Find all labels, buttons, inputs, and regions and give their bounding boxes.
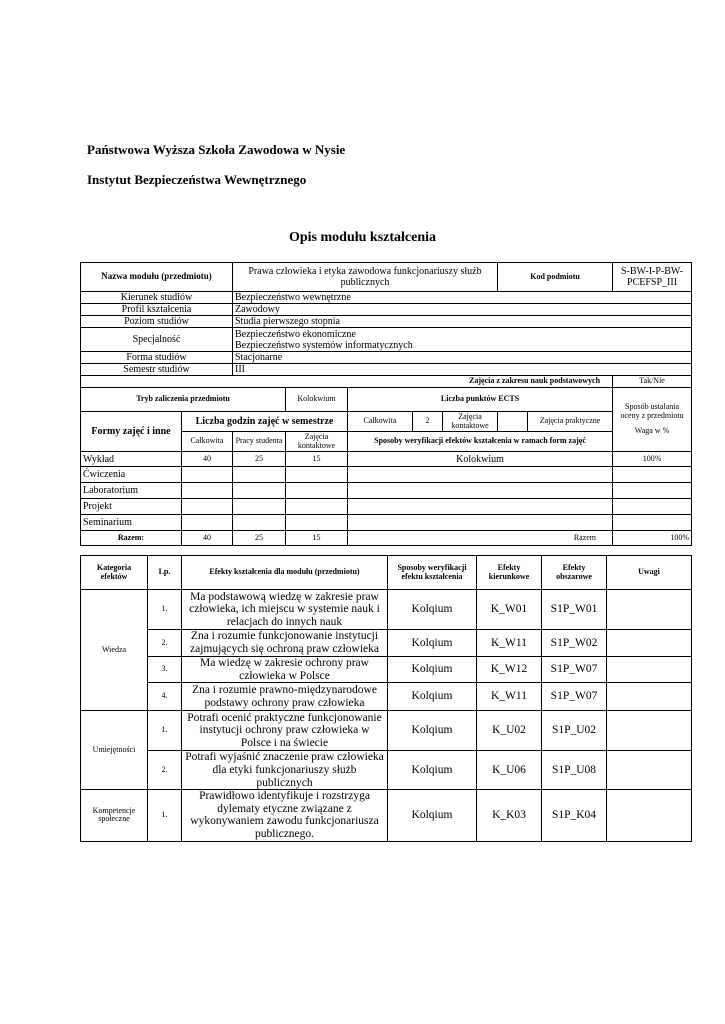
effect-text: Prawidłowo identyfikuje i rozstrzyga dylematy etyczne związane z wykonywaniem zawodu funkcjonariusza publicznego. (182, 790, 388, 842)
lp-cell: 2. (148, 751, 182, 790)
form-verification (348, 499, 613, 515)
info-label: Profil kształcenia (81, 304, 233, 316)
lp-cell: 1. (148, 590, 182, 630)
form-weight (613, 467, 692, 483)
form-weight (613, 483, 692, 499)
form-hours-contact (286, 499, 348, 515)
module-code-label: Kod podmiotu (498, 263, 613, 292)
notes-cell (607, 657, 692, 683)
form-weight: 100% (613, 452, 692, 467)
module-name-value: Prawa człowieka i etyka zawodowa funkcjonariuszy służb publicznych (233, 263, 498, 292)
sum-hours-total: 40 (182, 531, 233, 546)
form-weight (613, 499, 692, 515)
ects-contact-value (498, 412, 528, 432)
effect-text: Potrafi wyjaśnić znaczenie praw człowieka dla etyki funkcjonariuszy służb publicznych (182, 751, 388, 790)
verification-cell: Kolqium (388, 630, 477, 657)
effect-text: Zna i rozumie funkcjonowanie instytucji zajmujących się ochroną praw człowieka (182, 630, 388, 657)
notes-cell (607, 790, 692, 842)
direction-effect-cell: K_W11 (477, 683, 542, 711)
learning-outcomes-table (80, 555, 692, 842)
verification-cell: Kolqium (388, 711, 477, 751)
form-verification (348, 467, 613, 483)
info-label: Semestr studiów (81, 364, 233, 376)
hours-label: Liczba godzin zajęć w semestrze (182, 412, 348, 432)
lp-cell: 1. (148, 711, 182, 751)
notes-cell (607, 751, 692, 790)
area-effect-cell: S1P_W01 (542, 590, 607, 630)
direction-effect-cell: K_W11 (477, 630, 542, 657)
notes-cell (607, 590, 692, 630)
hours-contact-header: Zajęcia kontaktowe (286, 432, 348, 452)
form-hours-contact (286, 483, 348, 499)
info-label: Specjalność (81, 328, 233, 352)
forms-label: Formy zajęć i inne (81, 412, 182, 452)
form-hours-student (233, 515, 286, 531)
specialty-line: Bezpieczeństwo systemów informatycznych (235, 339, 413, 351)
ects-total-value: 2 (413, 412, 443, 432)
form-hours-contact: 15 (286, 452, 348, 467)
form-hours-student (233, 483, 286, 499)
area-effect-cell: S1P_W02 (542, 630, 607, 657)
notes-cell (607, 630, 692, 657)
category-cell: Kompetencje społeczne (81, 790, 148, 842)
form-hours-total (182, 499, 233, 515)
direction-effect-cell: K_U06 (477, 751, 542, 790)
sum-weight: 100% (613, 531, 692, 546)
form-verification: Kolokwium (348, 452, 613, 467)
pass-mode-value: Kolokwium (286, 388, 348, 412)
module-info-table (80, 262, 692, 546)
form-name: Projekt (81, 499, 182, 515)
sum-label: Razem: (81, 531, 182, 546)
area-effect-cell: S1P_U02 (542, 711, 607, 751)
verification-cell: Kolqium (388, 683, 477, 711)
effects-header: Efekty kształcenia dla modułu (przedmiotu) (182, 556, 388, 590)
verification-cell: Kolqium (388, 790, 477, 842)
form-hours-student: 25 (233, 452, 286, 467)
effect-text: Potrafi ocenić praktyczne funkcjonowanie instytucji ochrony praw człowieka w Polsce i na świecie (182, 711, 388, 751)
category-header: Kategoria efektów (81, 556, 148, 590)
info-value: Bezpieczeństwo wewnętrzne (233, 292, 692, 304)
sum-hours-contact: 15 (286, 531, 348, 546)
form-hours-total (182, 467, 233, 483)
area-effect-cell: S1P_W07 (542, 683, 607, 711)
specialty-line: Bezpieczeństwo ekonomiczne (235, 328, 356, 340)
info-value (233, 328, 692, 352)
basic-sciences-label: Zajęcia z zakresu nauk podstawowych (81, 376, 613, 388)
category-cell: Wiedza (81, 590, 148, 711)
ects-total-label: Całkowita (348, 412, 413, 432)
verification-methods-label: Sposoby weryfikacji efektów kształcenia w ramach form zajęć (348, 432, 613, 452)
institute-name: Instytut Bezpieczeństwa Wewnętrznego (87, 172, 307, 187)
direction-effects-header: Efekty kierunkowe (477, 556, 542, 590)
form-name: Laboratorium (81, 483, 182, 499)
lp-cell: 2. (148, 630, 182, 657)
form-hours-total (182, 515, 233, 531)
info-value: Stacjonarne (233, 352, 692, 364)
form-hours-total: 40 (182, 452, 233, 467)
effect-text: Ma wiedzę w zakresie ochrony praw człowieka w Polsce (182, 657, 388, 683)
info-value: III (233, 364, 692, 376)
form-hours-contact (286, 467, 348, 483)
form-weight (613, 515, 692, 531)
lp-header: Lp. (148, 556, 182, 590)
direction-effect-cell: K_W01 (477, 590, 542, 630)
info-label: Kierunek studiów (81, 292, 233, 304)
hours-student-header: Pracy studenta (233, 432, 286, 452)
lp-cell: 4. (148, 683, 182, 711)
module-code-value: S-BW-I-P-BW-PCEFSP_III (613, 263, 692, 292)
notes-cell (607, 711, 692, 751)
hours-total-header: Całkowita (182, 432, 233, 452)
weight-label: Waga w % (634, 425, 670, 435)
direction-effect-cell: K_U02 (477, 711, 542, 751)
form-hours-student (233, 499, 286, 515)
info-label: Poziom studiów (81, 316, 233, 328)
document-title: Opis modułu kształcenia (288, 230, 437, 245)
verification-header: Sposoby weryfikacji efektu kształcenia (388, 556, 477, 590)
grading-method-label (613, 388, 692, 452)
school-name: Państwowa Wyższa Szkoła Zawodowa w Nysie (87, 142, 346, 157)
category-cell: Umiejętności (81, 711, 148, 790)
form-hours-total (182, 483, 233, 499)
area-effect-cell: S1P_U08 (542, 751, 607, 790)
lp-cell: 1. (148, 790, 182, 842)
form-name: Ćwiczenia (81, 467, 182, 483)
effect-text: Ma podstawową wiedzę w zakresie praw człowieka, ich miejscu w systemie nauk i relacjach do innych nauk (182, 590, 388, 630)
basic-sciences-value: Tak/Nie (613, 376, 692, 388)
area-effect-cell: S1P_W07 (542, 657, 607, 683)
area-effects-header: Efekty obszarowe (542, 556, 607, 590)
info-value: Zawodowy (233, 304, 692, 316)
verification-cell: Kolqium (388, 657, 477, 683)
form-name: Seminarium (81, 515, 182, 531)
direction-effect-cell: K_K03 (477, 790, 542, 842)
lp-cell: 3. (148, 657, 182, 683)
sum-label-right: Razem (348, 531, 613, 546)
module-name-label: Nazwa modułu (przedmiotu) (81, 263, 233, 292)
effect-text: Zna i rozumie prawno-międzynarodowe podstawy ochrony praw człowieka (182, 683, 388, 711)
sum-hours-student: 25 (233, 531, 286, 546)
verification-cell: Kolqium (388, 751, 477, 790)
ects-label: Liczba punktów ECTS (348, 388, 613, 412)
pass-mode-label: Tryb zaliczenia przedmiotu (81, 388, 286, 412)
direction-effect-cell: K_W12 (477, 657, 542, 683)
grading-method-text: Sposób ustalania oceny z przedmiotu (620, 402, 684, 421)
notes-cell (607, 683, 692, 711)
form-verification (348, 483, 613, 499)
ects-practical-label: Zajęcia praktyczne (528, 412, 613, 432)
verification-cell: Kolqium (388, 590, 477, 630)
ects-contact-label: Zajęcia kontaktowe (443, 412, 498, 432)
form-name: Wykład (81, 452, 182, 467)
form-hours-student (233, 467, 286, 483)
area-effect-cell: S1P_K04 (542, 790, 607, 842)
notes-header: Uwagi (607, 556, 692, 590)
info-label: Forma studiów (81, 352, 233, 364)
info-value: Studia pierwszego stopnia (233, 316, 692, 328)
form-verification (348, 515, 613, 531)
form-hours-contact (286, 515, 348, 531)
